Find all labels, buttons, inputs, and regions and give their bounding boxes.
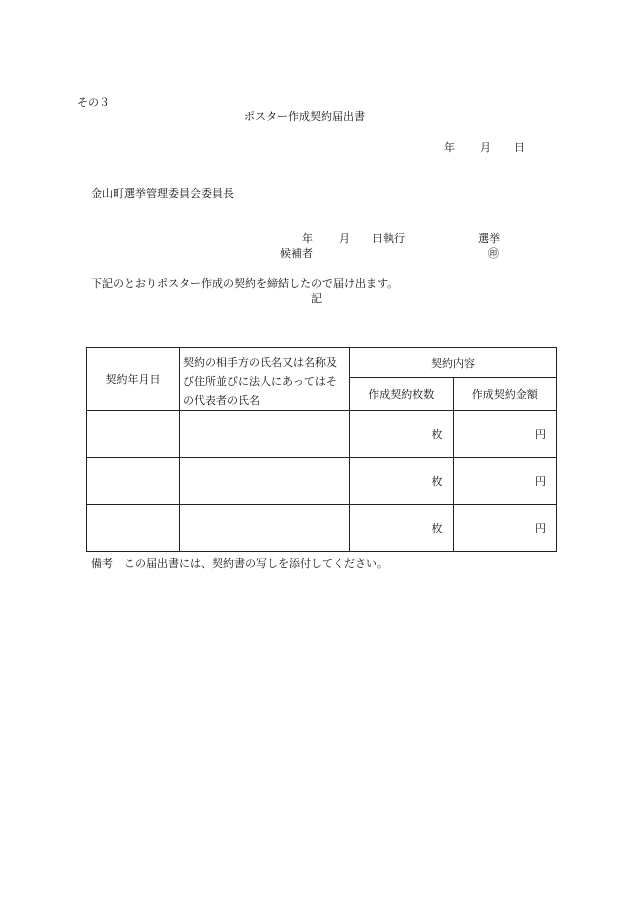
date-year: 年	[444, 141, 455, 154]
election-month: 月	[339, 232, 350, 245]
cell-amount-unit: 円	[453, 411, 557, 458]
table-row	[87, 458, 557, 505]
cell-amount-unit: 円	[453, 505, 557, 552]
cell-party	[180, 458, 350, 505]
cell-amount-unit: 円	[453, 458, 557, 505]
cell-count-unit: 枚	[350, 458, 454, 505]
contract-table	[86, 347, 557, 552]
election-day-held: 日執行	[372, 232, 405, 245]
cell-date	[87, 505, 180, 552]
body-text: 下記のとおりポスター作成の契約を締結したので届け出ます。	[91, 277, 399, 290]
cell-count-unit: 枚	[350, 411, 454, 458]
election-year: 年	[302, 232, 313, 245]
header-sheet-count: 作成契約枚数	[350, 378, 454, 411]
form-number: その３	[77, 96, 110, 109]
date-month: 月	[480, 141, 491, 154]
cell-date	[87, 458, 180, 505]
candidate-label: 候補者	[280, 247, 313, 260]
cell-count-unit: 枚	[350, 505, 454, 552]
remarks: 備考 この届出書には、契約書の写しを添付してください。	[91, 557, 388, 570]
cell-party	[180, 505, 350, 552]
table-row	[87, 411, 557, 458]
table-row	[87, 505, 557, 552]
cell-party	[180, 411, 350, 458]
header-counterparty: 契約の相手方の氏名又は名称及び住所並びに法人にあってはその代表者の氏名	[180, 348, 350, 411]
addressee: 金山町選挙管理委員会委員長	[91, 187, 234, 200]
header-amount: 作成契約金額	[453, 378, 557, 411]
header-contract-date: 契約年月日	[87, 348, 180, 411]
document-title: ポスター作成契約届出書	[244, 110, 365, 123]
cell-date	[87, 411, 180, 458]
date-day: 日	[514, 141, 525, 154]
seal-mark: ㊞	[488, 247, 499, 260]
ki-heading: 記	[311, 292, 322, 305]
header-contract-content: 契約内容	[350, 348, 557, 378]
election-label: 選挙	[478, 232, 500, 245]
